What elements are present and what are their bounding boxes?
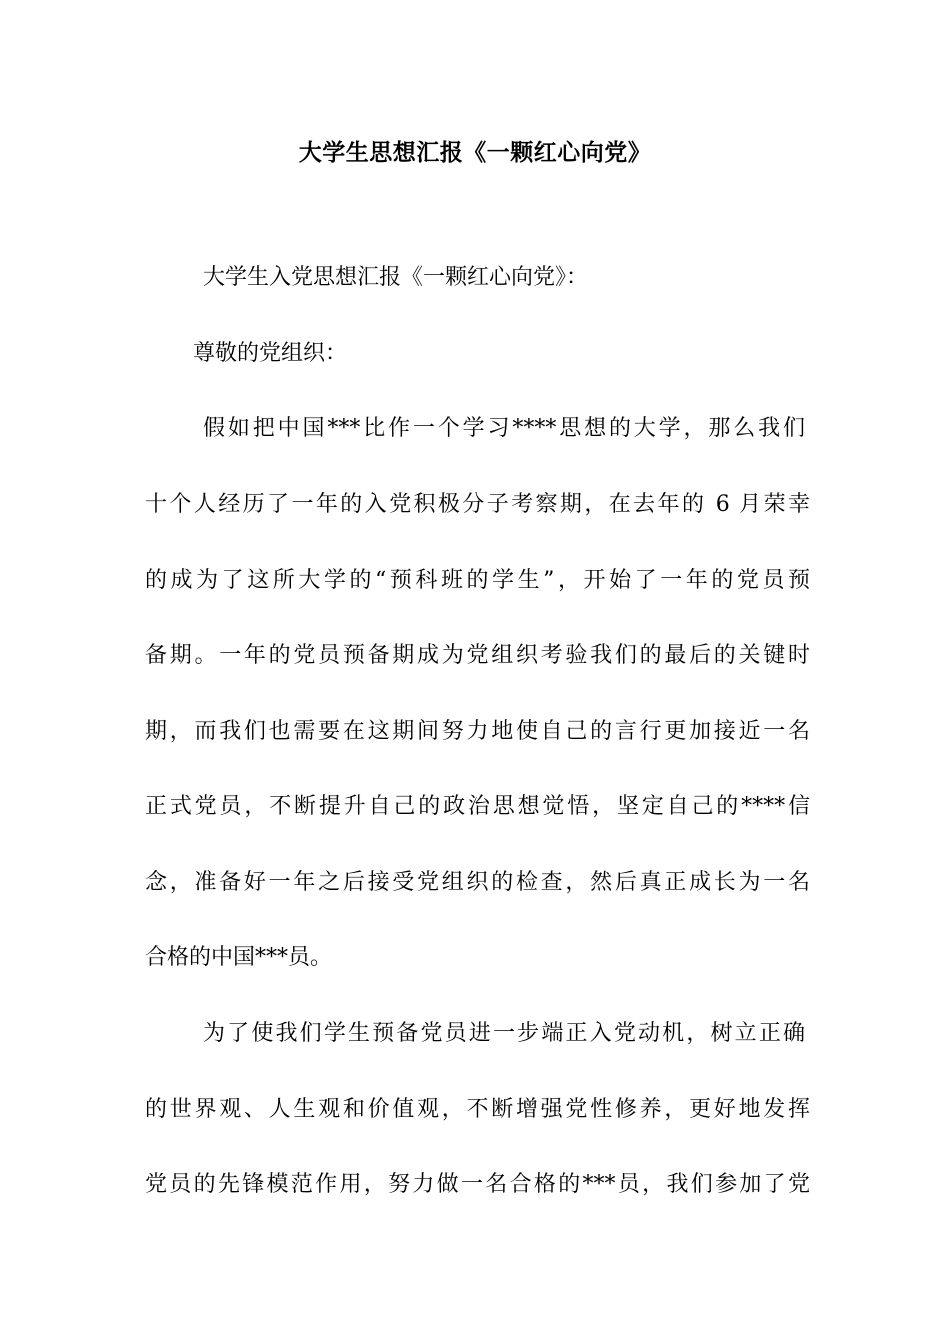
salutation-line: 尊敬的党组织：: [193, 341, 348, 366]
paragraph-line: 期，而我们也需要在这期间努力地使自己的言行更加接近一名: [145, 719, 810, 744]
paragraph-line: 党员的先锋模范作用，努力做一名合格的***员，我们参加了党: [145, 1172, 810, 1197]
paragraph-line: 为了使我们学生预备党员进一步端正入党动机，树立正确: [203, 1021, 805, 1046]
paragraph-line: 念，准备好一年之后接受党组织的检查，然后真正成长为一名: [145, 870, 810, 895]
paragraph-line: 备期。一年的党员预备期成为党组织考验我们的最后的关键时: [145, 643, 810, 668]
paragraph-line: 的成为了这所大学的“预科班的学生”，开始了一年的党员预: [145, 568, 810, 593]
paragraph-line: 正式党员，不断提升自己的政治思想觉悟，坚定自己的****信: [145, 794, 810, 819]
subtitle-line: 大学生入党思想汇报《一颗红心向党》：: [203, 265, 589, 290]
paragraph-line: 的世界观、人生观和价值观，不断增强党性修养，更好地发挥: [145, 1097, 810, 1122]
paragraph-line: 合格的中国***员。: [145, 945, 333, 970]
document-title: 大学生思想汇报《一颗红心向党》: [298, 139, 652, 166]
paragraph-line: 假如把中国***比作一个学习****思想的大学，那么我们: [203, 416, 805, 441]
paragraph-line: 十个人经历了一年的入党积极分子考察期，在去年的 6 月荣幸: [145, 492, 810, 517]
